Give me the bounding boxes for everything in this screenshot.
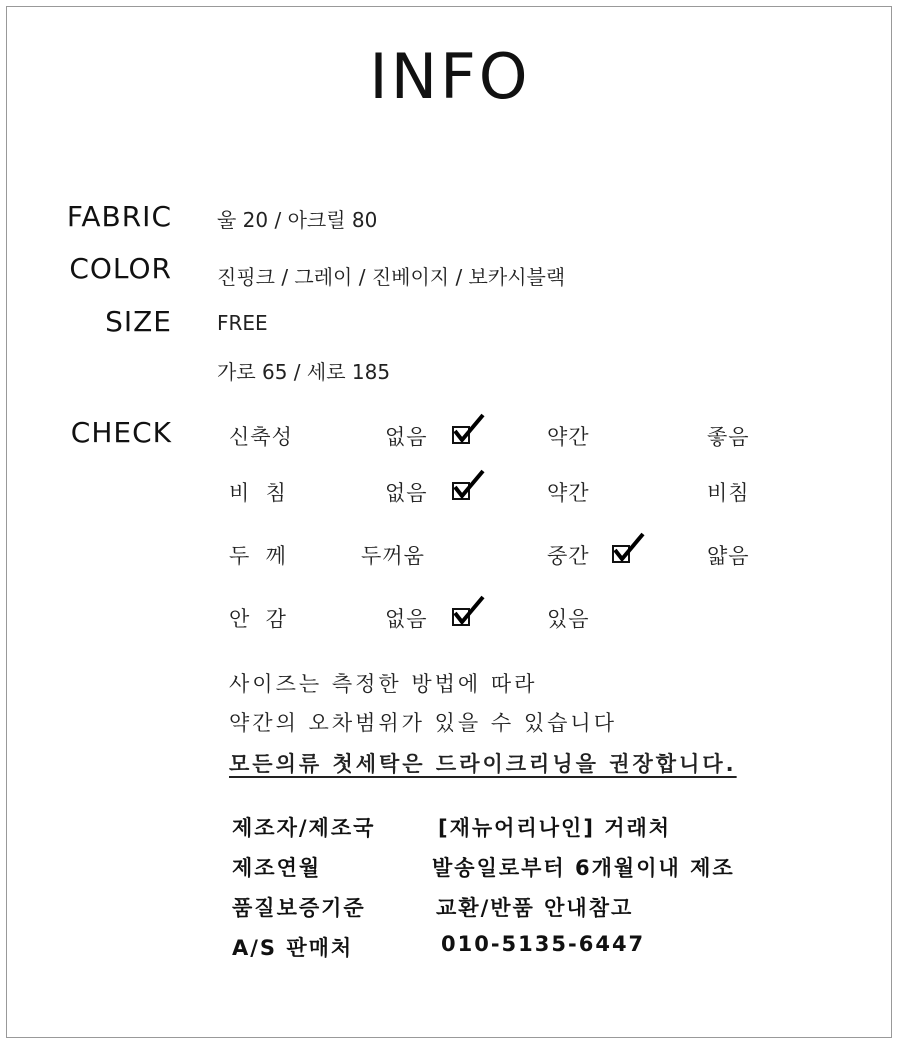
size-label: SIZE <box>105 305 172 338</box>
fabric-value: 울 20 / 아크릴 80 <box>217 208 378 232</box>
check-option: 없음 <box>385 607 428 631</box>
check-mark-icon <box>612 531 646 563</box>
color-label: COLOR <box>69 252 172 285</box>
check-option: 약간 <box>547 481 590 505</box>
maker-key: 제조연월 <box>232 856 322 880</box>
fabric-label: FABRIC <box>66 200 172 233</box>
note-line-emphasis: 모든의류 첫세탁은 드라이크리닝을 권장합니다. <box>229 752 737 776</box>
check-row-stretch-name: 신축성 <box>229 425 293 449</box>
color-value: 진핑크 / 그레이 / 진베이지 / 보카시블랙 <box>217 265 566 289</box>
check-mark-icon <box>452 412 486 444</box>
check-option: 없음 <box>385 481 428 505</box>
check-option: 얇음 <box>707 544 750 568</box>
check-option: 비침 <box>707 481 750 505</box>
maker-value: 발송일로부터 6개월이내 제조 <box>432 856 735 880</box>
maker-value: 010-5135-6447 <box>441 932 646 956</box>
check-option: 있음 <box>547 607 590 631</box>
check-row-thickness-name: 두 께 <box>229 544 287 568</box>
check-mark-icon <box>452 594 486 626</box>
check-option: 좋음 <box>707 425 750 449</box>
maker-key: A/S 판매처 <box>232 936 354 960</box>
size-value-dimensions: 가로 65 / 세로 185 <box>217 360 391 384</box>
page-frame <box>6 6 892 1038</box>
check-option: 없음 <box>385 425 428 449</box>
note-line: 사이즈는 측정한 방법에 따라 <box>229 672 538 696</box>
check-option: 약간 <box>547 425 590 449</box>
maker-value: 교환/반품 안내참고 <box>436 896 634 920</box>
maker-key: 제조자/제조국 <box>232 816 376 840</box>
check-option: 두꺼움 <box>361 544 425 568</box>
maker-value: [재뉴어리나인] 거래처 <box>438 816 672 840</box>
check-row-sheer-name: 비 침 <box>229 481 287 505</box>
note-line: 약간의 오차범위가 있을 수 있습니다 <box>229 711 617 735</box>
check-option: 중간 <box>547 544 590 568</box>
check-row-lining-name: 안 감 <box>229 607 287 631</box>
check-label: CHECK <box>70 416 172 449</box>
maker-key: 품질보증기준 <box>232 896 366 920</box>
page-title: INFO <box>369 40 531 113</box>
size-value-free: FREE <box>217 311 268 335</box>
check-mark-icon <box>452 468 486 500</box>
